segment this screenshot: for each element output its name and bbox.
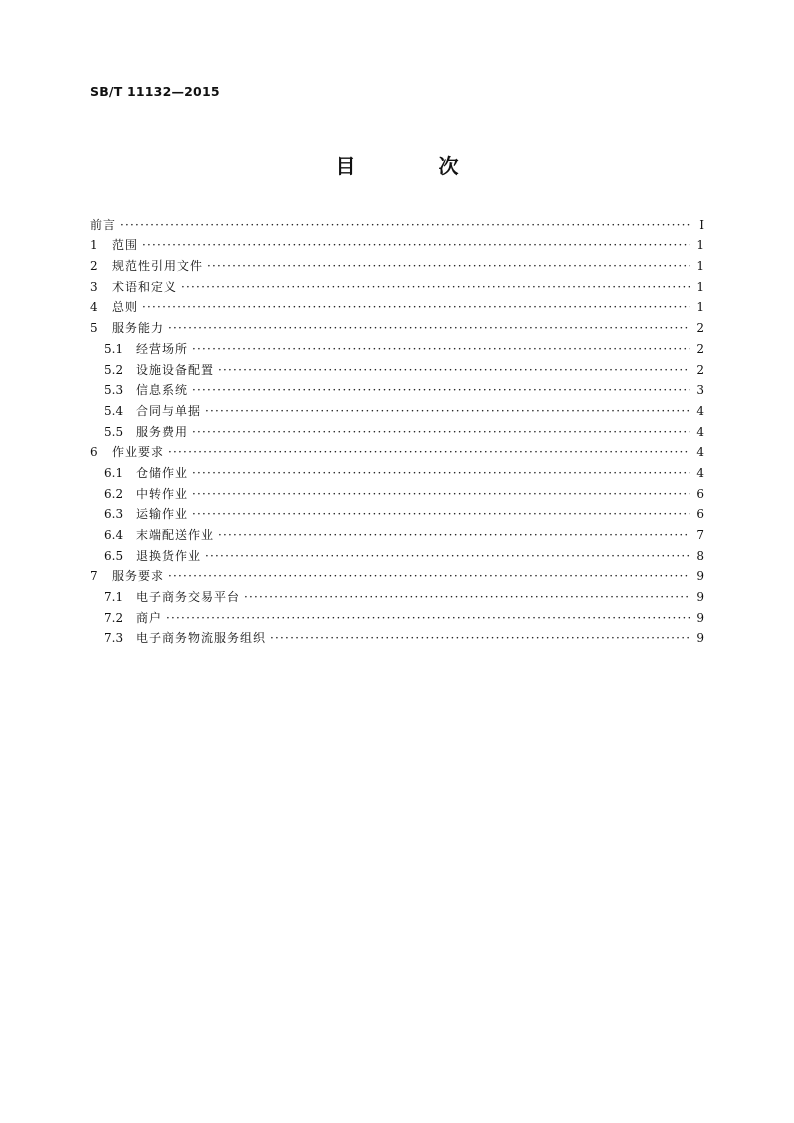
toc-entry[interactable]	[90, 297, 704, 318]
toc-entry[interactable]	[90, 462, 704, 483]
toc-entry-page: Ⅰ	[699, 217, 704, 232]
toc-entry-label: 末端配送作业	[136, 528, 215, 542]
toc-entry-number: 7.2	[104, 610, 124, 625]
toc-entry-number: 6.2	[104, 486, 124, 501]
toc-leader-dots	[120, 215, 690, 235]
toc-entry-label: 中转作业	[136, 486, 189, 501]
toc-entry-page: 9	[696, 590, 704, 605]
toc-entry-page: 4	[696, 403, 704, 418]
toc-entry-page: 1	[696, 238, 704, 253]
toc-entry[interactable]	[90, 421, 704, 442]
toc-entry-label: 术语和定义	[112, 279, 178, 294]
toc-entry-label: 服务费用	[136, 424, 189, 439]
toc-entry[interactable]	[90, 255, 704, 276]
toc-entry-page: 7	[696, 528, 704, 542]
toc-entry[interactable]	[90, 566, 704, 587]
toc-entry-label: 电子商务物流服务组织	[136, 631, 267, 646]
toc-entry[interactable]	[90, 504, 704, 525]
toc-entry[interactable]	[90, 545, 704, 566]
toc-entry[interactable]	[90, 586, 704, 607]
toc-leader-dots	[181, 277, 690, 297]
toc-entry-number: 1	[90, 238, 98, 253]
toc-entry-page: 6	[696, 486, 704, 501]
toc-entry-label: 合同与单据	[136, 403, 202, 418]
toc-entry-number: 5.5	[104, 424, 124, 439]
toc-entry[interactable]	[90, 442, 704, 463]
toc-entry-number: 5.1	[104, 341, 124, 356]
toc-entry-label: 服务能力	[112, 321, 165, 336]
toc-entry-number: 3	[90, 279, 98, 294]
toc-entry[interactable]	[90, 607, 704, 628]
toc-leader-dots	[142, 235, 690, 255]
toc-entry-page: 1	[696, 279, 704, 294]
toc-entry-label: 经营场所	[136, 341, 189, 356]
toc-entry-page: 3	[696, 383, 704, 398]
toc-leader-dots	[218, 525, 690, 545]
toc-entry[interactable]	[90, 400, 704, 421]
toc-entry-label: 商户	[136, 610, 163, 625]
toc-entry[interactable]	[90, 483, 704, 504]
toc-entry-label: 前言	[90, 217, 117, 232]
toc-entry[interactable]	[90, 235, 704, 256]
toc-entry-page: 9	[696, 610, 704, 625]
toc-leader-dots	[270, 628, 690, 648]
toc-entry-page: 1	[696, 259, 704, 274]
toc-entry-page: 9	[696, 631, 704, 646]
toc-leader-dots	[192, 504, 690, 524]
toc-leader-dots	[205, 401, 690, 421]
toc-entry-label: 范围	[112, 238, 139, 253]
toc-leader-dots	[192, 339, 690, 359]
toc-entry-page: 9	[696, 569, 704, 584]
toc-entry[interactable]	[90, 338, 704, 359]
table-of-contents	[90, 214, 704, 648]
toc-entry-number: 7.3	[104, 631, 124, 646]
toc-leader-dots	[192, 463, 690, 483]
toc-entry-label: 退换货作业	[136, 548, 202, 563]
toc-entry[interactable]	[90, 524, 704, 545]
toc-leader-dots	[244, 587, 690, 607]
page-title: 目 次	[335, 154, 497, 178]
toc-entry-number: 7.1	[104, 590, 124, 605]
toc-leader-dots	[207, 256, 690, 276]
toc-entry-number: 6	[90, 445, 98, 460]
toc-leader-dots	[166, 608, 690, 628]
toc-entry-number: 4	[90, 300, 98, 315]
toc-entry-page: 1	[696, 300, 704, 315]
toc-leader-dots	[168, 442, 690, 462]
toc-entry-page: 4	[696, 424, 704, 439]
toc-entry[interactable]	[90, 276, 704, 297]
toc-leader-dots	[168, 566, 690, 586]
toc-entry[interactable]	[90, 380, 704, 401]
toc-leader-dots	[192, 422, 690, 442]
toc-entry[interactable]	[90, 359, 704, 380]
toc-leader-dots	[192, 484, 690, 504]
toc-entry-number: 6.1	[104, 465, 124, 480]
toc-entry-number: 6.3	[104, 507, 124, 522]
toc-entry-label: 总则	[112, 300, 139, 315]
toc-entry-page: 2	[696, 321, 704, 336]
toc-entry[interactable]	[90, 214, 704, 235]
toc-entry-label: 仓储作业	[136, 465, 189, 480]
toc-entry-page: 2	[696, 341, 704, 356]
toc-entry-number: 5.2	[104, 362, 124, 377]
toc-entry[interactable]	[90, 628, 704, 649]
toc-entry-label: 设施设备配置	[136, 362, 215, 377]
toc-entry-number: 5.3	[104, 383, 124, 398]
toc-entry-number: 5.4	[104, 403, 124, 418]
toc-entry-label: 运输作业	[136, 507, 189, 522]
toc-entry-number: 2	[90, 259, 98, 274]
toc-leader-dots	[218, 360, 690, 380]
toc-entry-page: 4	[696, 445, 704, 460]
toc-entry-number: 5	[90, 321, 98, 336]
toc-leader-dots	[205, 546, 690, 566]
toc-entry-label: 电子商务交易平台	[136, 590, 241, 605]
toc-entry-page: 2	[696, 362, 704, 377]
toc-entry-page: 8	[696, 548, 704, 563]
toc-leader-dots	[192, 380, 690, 400]
toc-leader-dots	[142, 297, 690, 317]
toc-entry-number: 6.5	[104, 548, 124, 563]
toc-entry-number: 7	[90, 569, 98, 584]
toc-entry-label: 信息系统	[136, 383, 189, 398]
toc-entry[interactable]	[90, 317, 704, 338]
toc-entry-label: 作业要求	[112, 445, 165, 460]
document-code: SB/T 11132—2015	[90, 84, 220, 99]
toc-entry-label: 规范性引用文件	[112, 259, 204, 274]
toc-entry-page: 6	[696, 507, 704, 522]
toc-entry-page: 4	[696, 465, 704, 480]
toc-entry-number: 6.4	[104, 528, 124, 542]
toc-entry-label: 服务要求	[112, 569, 165, 584]
toc-leader-dots	[168, 318, 690, 338]
